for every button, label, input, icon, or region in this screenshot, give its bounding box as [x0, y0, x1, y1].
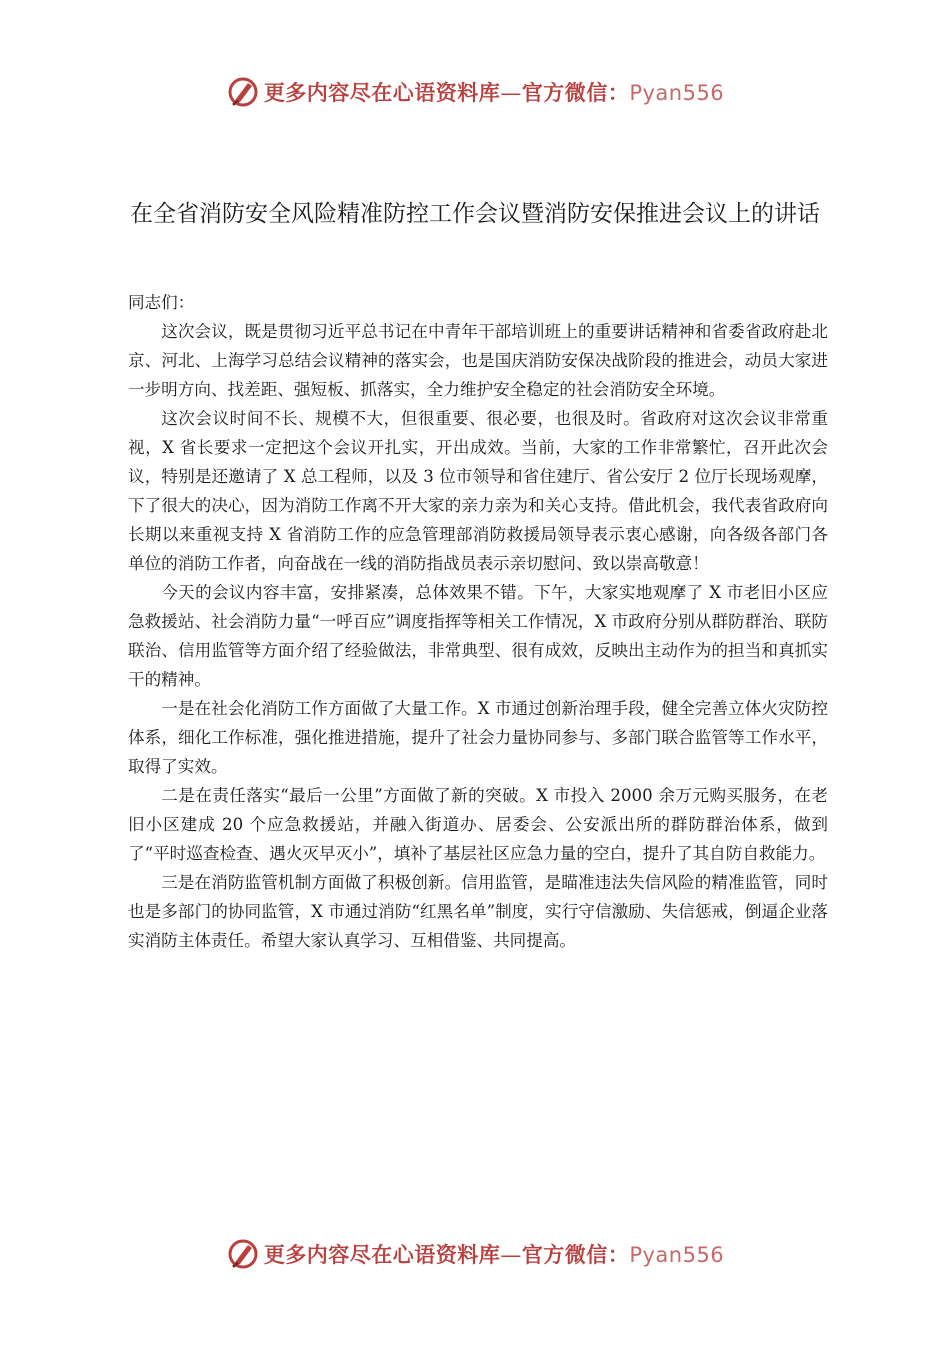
document-body: [128, 288, 828, 955]
banner-text: [264, 1239, 724, 1269]
banner-wechat-label: 官方微信：: [521, 1243, 630, 1267]
banner-wechat-label: 官方微信：: [521, 81, 630, 105]
paragraph: 二是在责任落实“最后一公里”方面做了新的突破。X 市投入 2000 余万元购买服务，在老旧小区建成 20 个应急救援站，并融入街道办、居委会、公安派出所的群防群治体系，做到了“平时巡查检查、遇火灭早灭小”，填补了基层社区应急力量的空白，提升了其自防自救能力。: [128, 786, 828, 863]
banner-main-text: 更多内容尽在心语资料库: [263, 81, 501, 105]
banner-separator: —: [500, 1243, 522, 1267]
paragraph: 一是在社会化消防工作方面做了大量工作。X 市通过创新治理手段，健全完善立体火灾防控体系，细化工作标准，强化推进措施，提升了社会力量协同参与、多部门联合监管等工作水平，取得了实效。: [128, 699, 828, 776]
banner-separator: —: [500, 81, 522, 105]
pen-logo-icon: [226, 75, 260, 109]
pen-logo-icon: [226, 1237, 260, 1271]
paragraph: 今天的会议内容丰富，安排紧凑，总体效果不错。下午，大家实地观摩了 X 市老旧小区应急救援站、社会消防力量“一呼百应”调度指挥等相关工作情况，X 市政府分别从群防群治、联防联治、信用监管等方面介绍了经验做法，非常典型、很有成效，反映出主动作为的担当和真抓实干的精神。: [128, 583, 828, 689]
paragraph: 三是在消防监管机制方面做了积极创新。信用监管，是瞄准违法失信风险的精准监管，同时也是多部门的协同监管，X 市通过消防“红黑名单”制度，实行守信激励、失信惩戒，倒逼企业落实消防主体责任。希望大家认真学习、互相借鉴、共同提高。: [128, 873, 828, 950]
paragraph: 这次会议，既是贯彻习近平总书记在中青年干部培训班上的重要讲话精神和省委省政府赴北京、河北、上海学习总结会议精神的落实会，也是国庆消防安保决战阶段的推进会，动员大家进一步明方向、找差距、强短板、抓落实，全力维护安全稳定的社会消防安全环境。: [128, 322, 828, 399]
banner-wechat-id: Pyan556: [629, 1243, 725, 1267]
banner-main-text: 更多内容尽在心语资料库: [263, 1243, 501, 1267]
salutation: 同志们：: [128, 293, 195, 312]
banner-text: [264, 77, 724, 107]
bottom-banner: [0, 1232, 950, 1276]
document-title: 在全省消防安全风险精准防控工作会议暨消防安保推进会议上的讲话: [130, 201, 820, 227]
top-banner: [0, 70, 950, 114]
banner-wechat-id: Pyan556: [629, 81, 725, 105]
paragraph: 这次会议时间不长、规模不大，但很重要、很必要，也很及时。省政府对这次会议非常重视，X 省长要求一定把这个会议开扎实，开出成效。当前，大家的工作非常繁忙，召开此次会议，特别是还邀请了 X 总工程师，以及 3 位市领导和省住建厅、省公安厅 2 位厅长现场观摩，下了很大的决心，因为消防工作离不开大家的亲力亲为和关心支持。借此机会，我代表省政府向长期以来重视支持 X 省消防工作的应急管理部消防救援局领导表示衷心感谢，向各级各部门各单位的消防工作者，向奋战在一线的消防指战员表示亲切慰问、致以崇高敬意！: [128, 409, 828, 573]
